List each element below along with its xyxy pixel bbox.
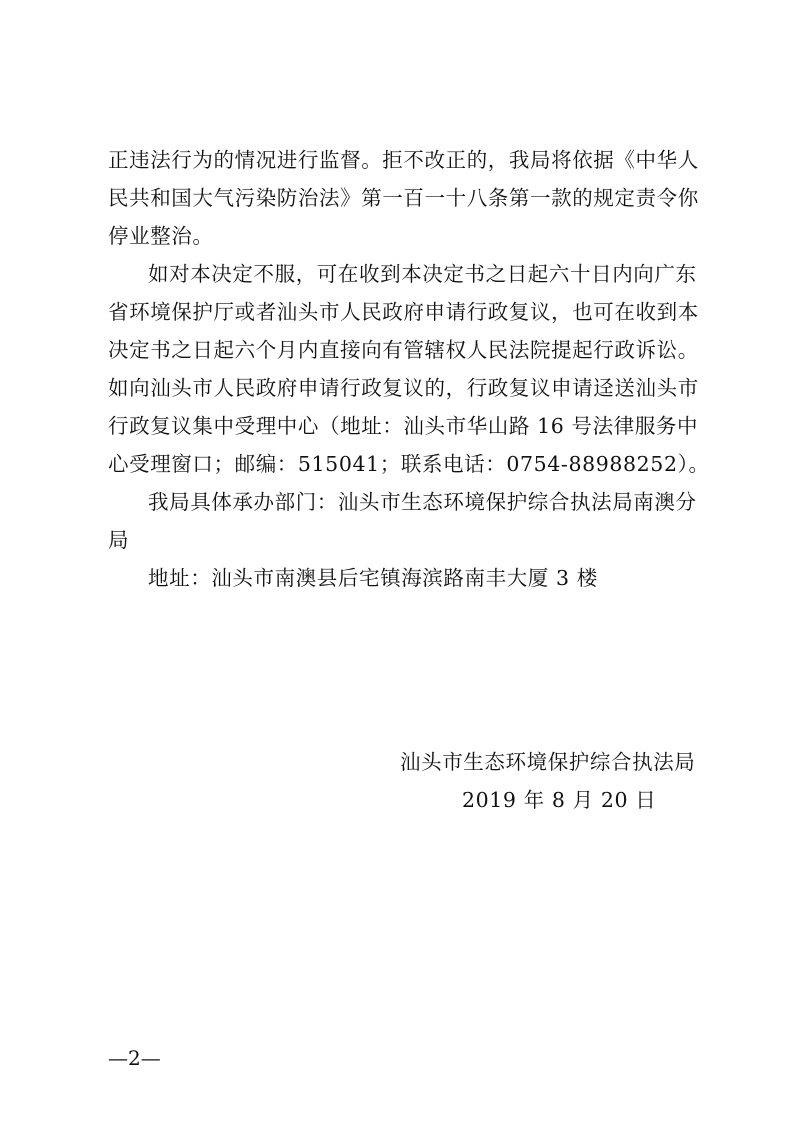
page-number: —2— [108, 1046, 161, 1070]
signature-issuer: 汕头市生态环境保护综合执法局 [400, 750, 696, 774]
body-line-6: 决定书之日起六个月内直接向有管辖权人民法院提起行政诉讼。 [108, 338, 699, 362]
body-line-3: 停业整治。 [108, 224, 214, 248]
body-line-10: 我局具体承办部门：汕头市生态环境保护综合执法局南澳分 [148, 490, 697, 514]
body-line-7: 如向汕头市人民政府申请行政复议的，行政复议申请迳送汕头市 [108, 376, 699, 400]
body-line-2: 民共和国大气污染防治法》第一百一十八条第一款的规定责令你 [108, 186, 699, 210]
signature-date: 2019 年 8 月 20 日 [462, 788, 657, 812]
body-line-4: 如对本决定不服，可在收到本决定书之日起六十日内向广东 [148, 262, 697, 286]
body-line-9: 心受理窗口；邮编：515041；联系电话：0754-88988252）。 [108, 452, 710, 476]
body-line-8: 行政复议集中受理中心（地址：汕头市华山路 16 号法律服务中 [108, 414, 699, 438]
address-line: 地址：汕头市南澳县后宅镇海滨路南丰大厦 3 楼 [148, 566, 598, 590]
body-line-1: 正违法行为的情况进行监督。拒不改正的，我局将依据《中华人 [108, 148, 699, 172]
body-line-11: 局 [108, 528, 130, 552]
body-line-5: 省环境保护厅或者汕头市人民政府申请行政复议，也可在收到本 [108, 300, 699, 324]
